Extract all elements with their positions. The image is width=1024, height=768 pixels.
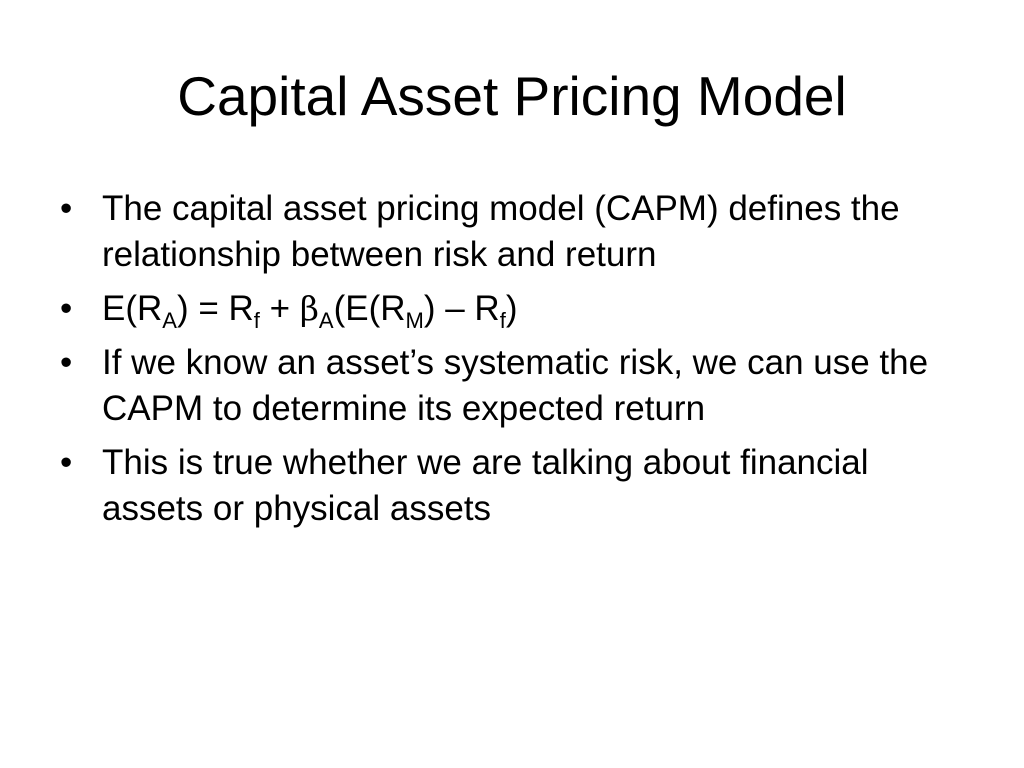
capm-formula bbox=[102, 289, 518, 333]
bullet-text: This is true whether we are talking about financial assets or physical assets bbox=[102, 443, 869, 528]
bullet-item-asset-types bbox=[60, 440, 960, 532]
bullet-marker: • bbox=[60, 443, 73, 482]
formula-subscript: f bbox=[253, 308, 260, 333]
formula-part: E(R bbox=[102, 289, 163, 328]
bullet-list bbox=[60, 186, 960, 540]
formula-subscript: A bbox=[162, 308, 177, 333]
formula-part: (E(R bbox=[333, 289, 406, 328]
bullet-marker: • bbox=[60, 189, 73, 228]
beta-symbol: β bbox=[299, 289, 319, 328]
formula-part: ) – R bbox=[423, 289, 500, 328]
bullet-text: The capital asset pricing model (CAPM) defines the relationship between risk and return bbox=[102, 189, 900, 274]
formula-part: + bbox=[259, 289, 300, 328]
bullet-item-capm-formula bbox=[60, 286, 960, 332]
bullet-item-capm-definition bbox=[60, 186, 960, 278]
bullet-marker: • bbox=[60, 289, 73, 328]
bullet-text: If we know an asset’s systematic risk, we can use the CAPM to determine its expected return bbox=[102, 343, 929, 428]
formula-part: ) = R bbox=[176, 289, 254, 328]
formula-subscript: f bbox=[499, 308, 506, 333]
bullet-item-systematic-risk bbox=[60, 340, 960, 432]
formula-subscript: M bbox=[405, 308, 424, 333]
slide-title: Capital Asset Pricing Model bbox=[177, 65, 847, 127]
bullet-marker: • bbox=[60, 343, 73, 382]
formula-subscript: A bbox=[318, 308, 334, 333]
formula-part: ) bbox=[505, 289, 518, 328]
